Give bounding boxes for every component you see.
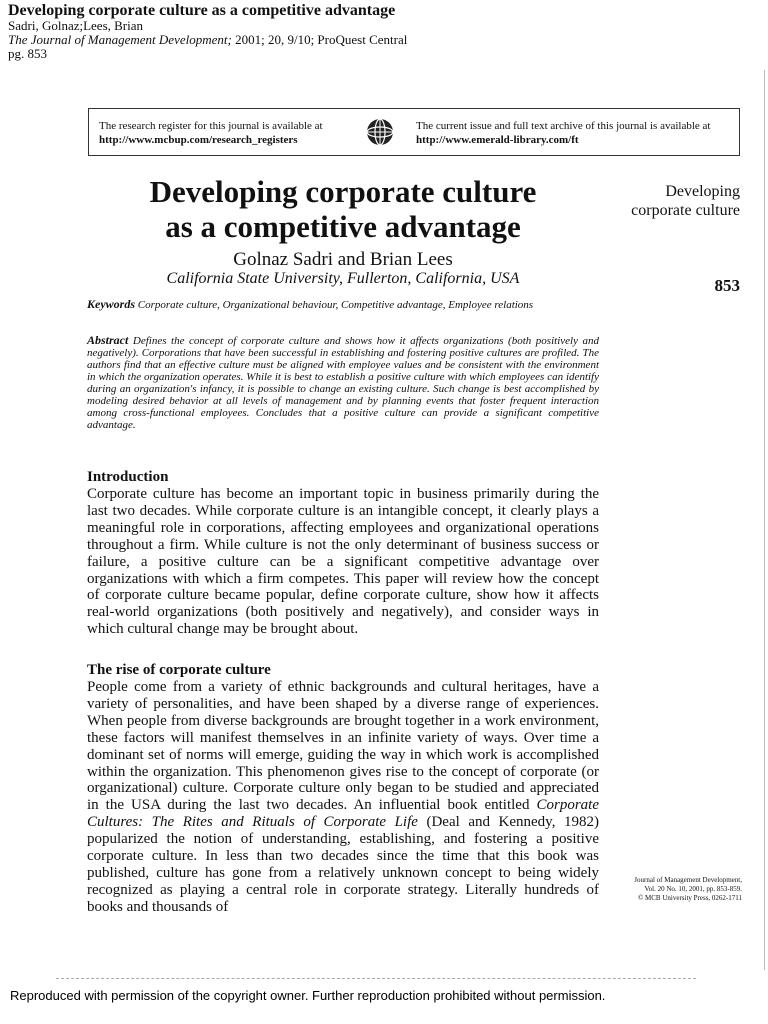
article-title-line2: as a competitive advantage <box>165 209 521 244</box>
register-left-url: http://www.mcbup.com/research_registers <box>99 134 298 146</box>
footer-rule <box>56 978 696 979</box>
header-journal-name: The Journal of Management Development; <box>8 32 232 47</box>
register-right-text: The current issue and full text archive of this journal is available at <box>416 120 711 132</box>
register-box <box>88 108 740 156</box>
rise-text-a: People come from a variety of ethnic backgrounds and cultural heritages, have a variety of personalities, and have been shaped by a diverse range of experiences. When people from diverse backgrounds are brought together in a work environment, these factors will manifest themselves in an infinite variety of ways. Over time a dominant set of norms will emerge, guiding the way in which work is accomplished within the organization. This phenomenon gives rise to the concept of corporate (or organizational) culture. Corporate culture only began to be studied and appreciated in the USA during the last two decades. An influential book entitled <box>87 679 599 814</box>
header-journal-issue: 2001; 20, 9/10; ProQuest Central <box>231 32 408 47</box>
scan-edge-line <box>764 70 765 970</box>
register-left <box>99 119 323 147</box>
journal-ref-line3: © MCB University Press, 0262-1711 <box>637 894 742 902</box>
keywords-text: Corporate culture, Organizational behaviour, Competitive advantage, Employee relations <box>137 299 534 311</box>
rise-book-title: Corporate Cultures: The Rites and Rituals of Corporate Life <box>87 797 599 831</box>
register-right-url: http://www.emerald-library.com/ft <box>416 134 579 146</box>
register-left-text: The research register for this journal is available at <box>99 120 323 132</box>
journal-ref-line2: Vol. 20 No. 10, 2001, pp. 853-859. <box>644 885 742 893</box>
running-head-line1: Developing <box>665 183 740 200</box>
section-title-introduction: Introduction <box>87 469 169 485</box>
header-journal <box>8 33 748 47</box>
running-head <box>604 182 740 220</box>
article-authors: Golnaz Sadri and Brian Lees <box>233 249 453 270</box>
running-head-line2: corporate culture <box>631 202 740 219</box>
section-title-rise: The rise of corporate culture <box>87 662 271 678</box>
journal-reference <box>604 876 742 903</box>
copyright-footer: Reproduced with permission of the copyright owner. Further reproduction prohibited without permission. <box>10 988 606 1003</box>
document-header <box>8 2 748 61</box>
abstract-text: Defines the concept of corporate culture and shows how it affects organizations (both positively and negatively). Corporations that have been successful in establishing and fostering positive cultures are profiled. The authors find that an effective culture must be aligned with employee values and be consistent with the environment in which the organization operates. While it is best to establish a positive culture with which employees can identify during an organization's infancy, it is possible to change an existing culture. Such change is best accomplished by modeling desired behavior at all levels of management and by planning events that foster frequent interaction among cross-functional employees. Concludes that a positive culture can provide a significant competitive advantage. <box>87 335 599 431</box>
introduction-paragraph: Corporate culture has become an important topic in business primarily during the last two decades. While corporate culture is an intangible concept, it clearly plays a meaningful role in corporations, affecting employees and organizational operations throughout a firm. While culture is not the only determinant of business success or failure, a positive culture can be a significant competitive advantage over organizations with which a firm competes. This paper will review how the concept of corporate culture became popular, define corporate culture, show how it affects real-world organizations (both positively and negatively), and consider ways in which cultural change may be brought about. <box>87 486 599 638</box>
header-page: pg. 853 <box>8 46 47 61</box>
article-title-line1: Developing corporate culture <box>149 174 537 209</box>
rise-text-b: (Deal and Kennedy, 1982) popularized the notion of understanding, establishing, and fostering a positive corporate culture. In less than two decades since the time that this book was published, culture has gone from a relatively unknown concept to being widely recognized as playing a central role in corporate strategy. Literally hundreds of books and thousands of <box>87 814 599 915</box>
rise-paragraph <box>87 679 599 916</box>
journal-ref-line1: Journal of Management Development, <box>634 876 742 884</box>
page-number: 853 <box>714 276 740 295</box>
header-title: Developing corporate culture as a competitive advantage <box>8 2 396 19</box>
header-authors: Sadri, Golnaz;Lees, Brian <box>8 18 144 33</box>
keywords <box>87 298 599 311</box>
keywords-label: Keywords <box>87 297 135 311</box>
article-affiliation: California State University, Fullerton, California, USA <box>166 270 520 287</box>
abstract <box>87 334 599 431</box>
register-right <box>416 119 710 147</box>
article-title <box>60 174 626 244</box>
abstract-label: Abstract <box>87 333 129 347</box>
globe-icon <box>365 117 395 147</box>
